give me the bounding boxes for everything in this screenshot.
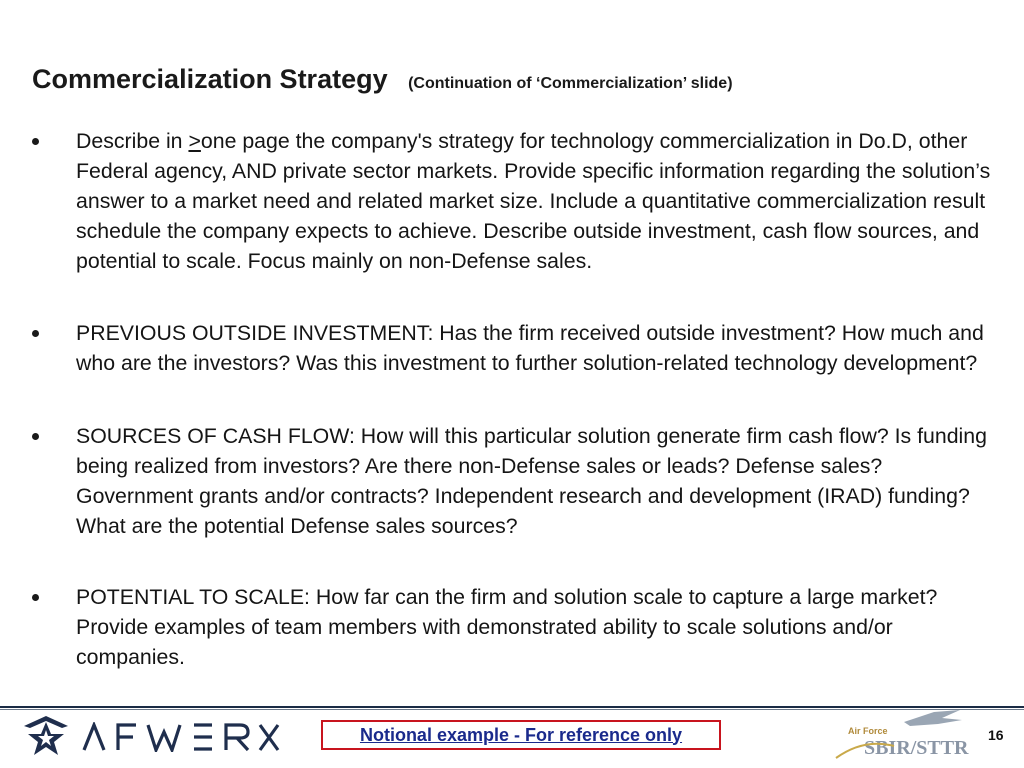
page-number: 16: [988, 727, 1004, 743]
bullet-text: one page the company's strategy for technology commercialization in Do.D, other Federal agency, AND private sector markets. Provide specific information regarding the solution’s answer to a market need and related market size. Include a quantitative commercialization result schedule the company expects to achieve. Describe outside investment, cash flow sources, and potential to scale. Focus mainly on non-Defense sales.: [76, 129, 991, 273]
sbir-sttr-logo: [834, 708, 974, 764]
bullet-dot-icon: [32, 330, 39, 337]
afwerx-logo: [82, 722, 282, 752]
svg-text:SBIR/STTR: SBIR/STTR: [864, 737, 969, 759]
notional-notice-box: [321, 720, 721, 750]
bullet-dot-icon: [32, 594, 39, 601]
bullet-text: SOURCES OF CASH FLOW: How will this particular solution generate firm cash flow? Is funding being realized from investors? Are there non-Defense sales or leads? Defense sales? Government grants and/or contracts? Independent research and development (IRAD) funding? What are the potential Defense sales sources?: [76, 424, 987, 538]
bullet-text: POTENTIAL TO SCALE: How far can the firm and solution scale to capture a large market? Provide examples of team members with demonstrated ability to scale solutions and/or companies.: [76, 585, 938, 669]
bullet-commercialization: [32, 126, 992, 276]
bullet-cash-flow: [32, 421, 992, 541]
bullet-text: PREVIOUS OUTSIDE INVESTMENT: Has the firm received outside investment? How much and who are the investors? Was this investment to further solution-related technology development?: [76, 321, 984, 375]
bullet-potential-scale: [32, 582, 992, 672]
bullet-previous-investment: [32, 318, 992, 378]
svg-text:Air Force: Air Force: [848, 726, 888, 736]
slide-title: Commercialization Strategy: [32, 64, 388, 94]
notional-notice-text: Notional example - For reference only: [359, 724, 683, 745]
bullet-underlined-symbol: >: [188, 129, 201, 153]
slide-subtitle: (Continuation of ‘Commercialization’ slide): [408, 75, 733, 92]
bullet-dot-icon: [32, 138, 39, 145]
bullet-prefix: Describe in: [76, 129, 189, 153]
air-force-star-icon: [22, 712, 70, 762]
bullet-dot-icon: [32, 433, 39, 440]
slide-title-row: [32, 64, 733, 95]
